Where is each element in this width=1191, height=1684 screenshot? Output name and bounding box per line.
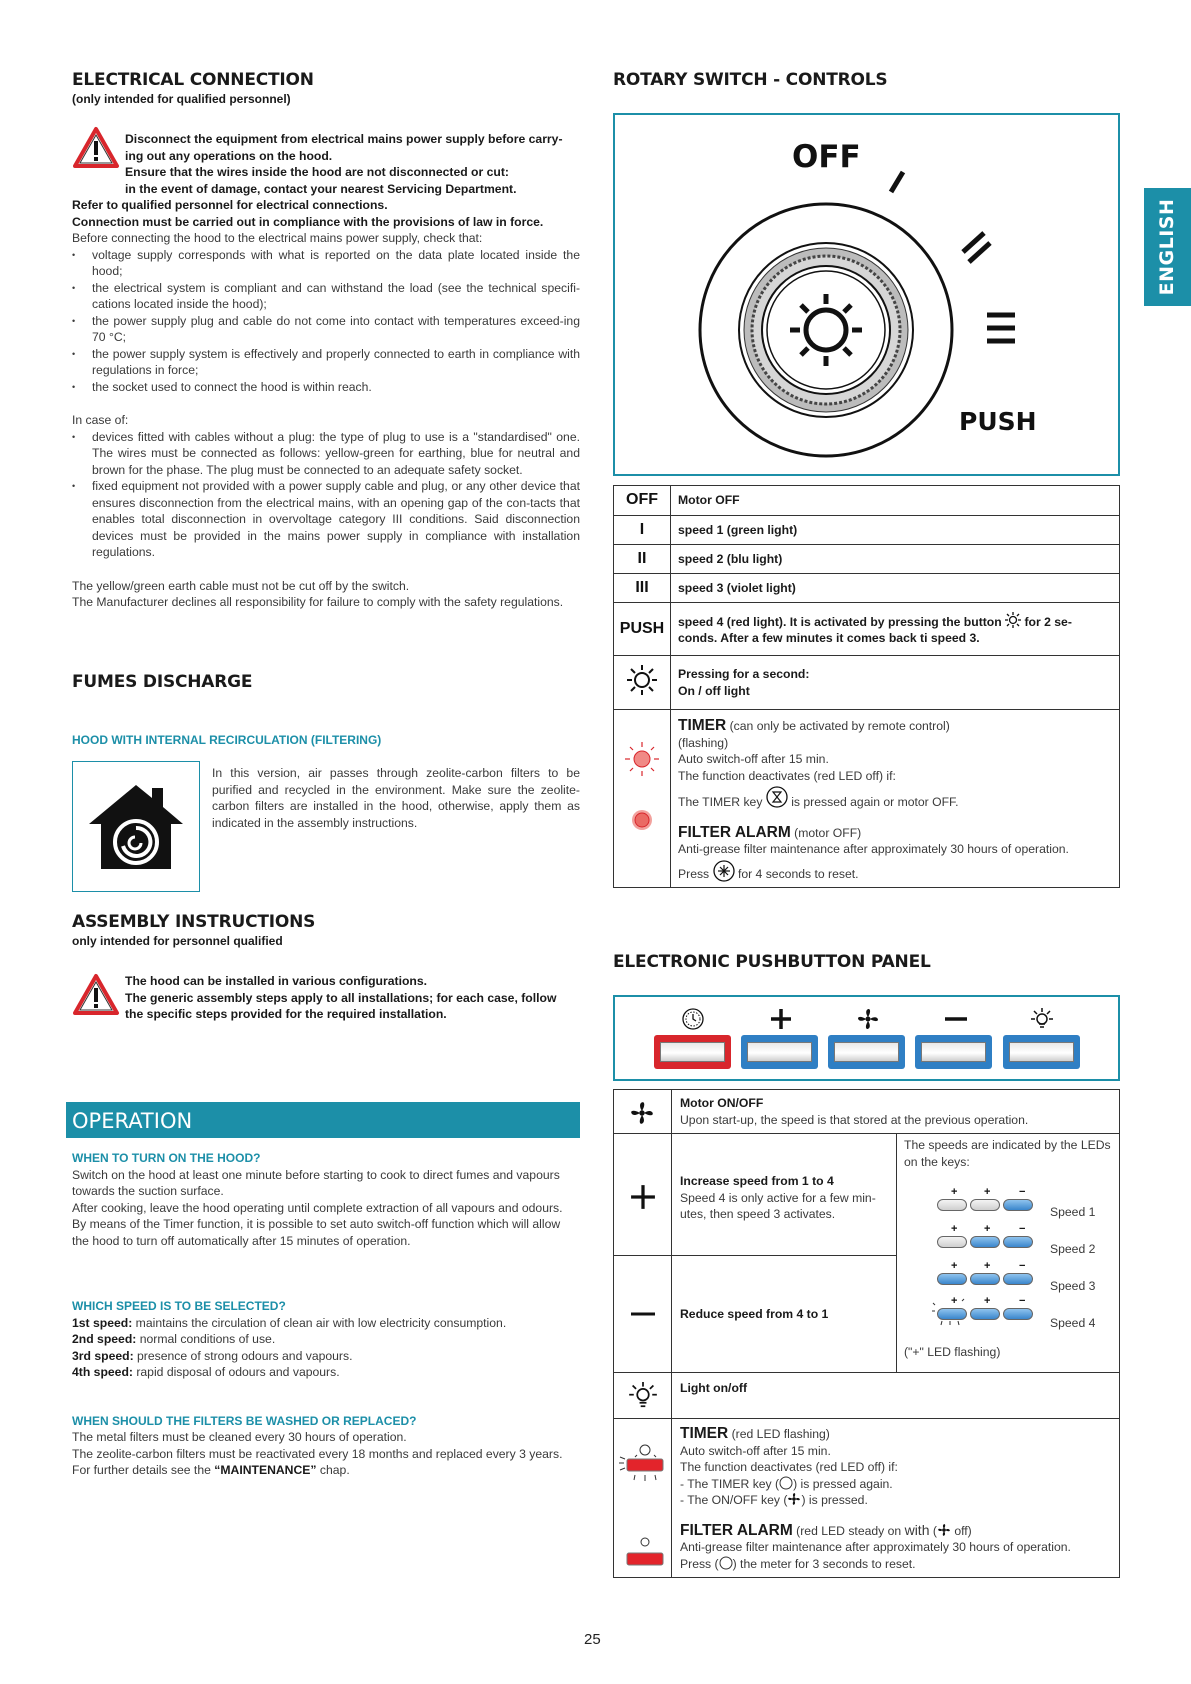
light-icon: [629, 1382, 657, 1412]
pushbutton-panel: [613, 995, 1120, 1081]
warning-icon: [72, 126, 120, 170]
list-item: • the power supply system is effectively and properly connected to earth in compliance with regulations in force;: [72, 346, 580, 379]
speed-2-leds: [937, 1233, 1036, 1250]
minus-icon: [944, 1007, 968, 1031]
list-item: • voltage supply corresponds with what is reported on the data plate located inside the hood;: [72, 247, 580, 280]
speed-3-leds: [937, 1270, 1036, 1287]
table-row: III speed 3 (violet light): [614, 574, 1120, 603]
speed-label: Speed 3: [1050, 1279, 1096, 1293]
light-icon: [625, 663, 659, 697]
timer-icon: [681, 1007, 705, 1031]
table-row: Pressing for a second: On / off light: [614, 656, 1120, 710]
fan-button[interactable]: [828, 1035, 905, 1069]
electrical-body: Refer to qualified personnel for electrical connections. Connection must be carried out in compliance with the provisions of law in force. Before connecting the hood to the electrical mains power supply, check that: • voltage supply corresponds with what is reported on the data plate located inside the hood; • the electrical system is compliant and can withstand the load (see the technical specifi-cations located inside the hood); • the power supply plug and cable do not come into contact with temperatures exceed-ing 70 °C; • the power supply system is effectively and properly connected to earth in compliance with regulations in force; • the socket used to connect the hood is within reach. In case of: • devices fitted with cables without a plug: the type of plug to use is a "standardised" one. The wires must be connected as follows: yellow-green for earthing, blue for neutral and brown for the phase. The plug must be connected to an adequate safety socket. • fixed equipment not provided with a power supply cable and plug, or any other device that ensures disconnection from the electrical mains, with an opening gap of the con-tacts that enables total disconnection in overvoltage category III conditions. Said disconnection devices must be provided in the mains power supply in compliance with installation regulations. The yellow/green earth cable must not be cut off by the switch. The Manufacturer declines all responsibility for failure to comply with the safety regulations.: [72, 197, 580, 611]
assembly-title: ASSEMBLY INSTRUCTIONS: [72, 912, 316, 932]
electrical-subtitle: (only intended for qualified personnel): [72, 92, 291, 106]
timer-button[interactable]: [654, 1035, 731, 1069]
rotary-knob: [615, 115, 1120, 476]
table-row: TIMER (can only be activated by remote control) (flashing) Auto switch-off after 15 min. The function deactivates (red LED off) if: The TIMER key is pressed again or motor OFF. FILTER ALARM (motor OFF) Anti-grease filter maintenance after approximately 30 hours of operation. Press for 4 seconds to reset.: [614, 710, 1120, 888]
fan-key-icon: [713, 860, 735, 882]
page-number: 25: [584, 1631, 601, 1648]
fan-icon: [937, 1523, 951, 1537]
panel-table: Motor ON/OFF Upon start-up, the speed is that stored at the previous operation. Increase speed from 1 to 4 Speed 4 is only active for a few min-utes, then speed 3 activates. Reduce speed from 4 to 1 The speeds are indicated by the LEDs on the keys: ("+" LED flashing) Light on/off TIMER (red LED flashing) Auto switch-off after 15 min. The function deactivates (red LED off) if: - The TIMER key ( ) is pressed again. - The ON/OFF key ( ) is pressed. FILTER ALARM (red LED steady on with ( off) Anti-grease filter maintenance after approximately 30 hours of operation. Press ( ) the meter for 3 seconds to reset.: [613, 1089, 1120, 1578]
light-button[interactable]: [1003, 1035, 1080, 1069]
list-item: • devices fitted with cables without a plug: the type of plug to use is a "standardised" one. The wires must be connected as follows: yellow-green for earthing, blue for neutral and brown for the phase. The plug must be connected to an adequate safety socket.: [72, 429, 580, 479]
recirculation-box: [72, 761, 200, 892]
operation-title: OPERATION: [72, 1109, 193, 1133]
light-icon: [1030, 1007, 1054, 1031]
push-label: PUSH: [959, 407, 1037, 436]
rotary-diagram: [613, 113, 1120, 476]
timer-led-flashing-icon: [620, 734, 664, 784]
light-icon: [1005, 612, 1021, 628]
list-item: • the power supply plug and cable do not come into contact with temperatures exceed-ing 70 °C;: [72, 313, 580, 346]
list-item: • the electrical system is compliant and can withstand the load (see the technical specifi-cations located inside the hood);: [72, 280, 580, 313]
table-row: OFF Motor OFF: [614, 486, 1120, 516]
rotary-table: [613, 485, 1120, 888]
table-row: II speed 2 (blu light): [614, 545, 1120, 574]
plus-icon: [769, 1007, 793, 1031]
operation-body: WHEN TO TURN ON THE HOOD? Switch on the hood at least one minute before starting to cook to direct fumes and vapours towards the suction surface. After cooking, leave the hood operating until complete extraction of all vapours and odours. By means of the Timer function, it is possible to set auto switch-off function which will allow the hood to turn off automatically after 15 minutes of operation. WHICH SPEED IS TO BE SELECTED? 1st speed: maintains the circulation of clean air with low electricity consumption. 2nd speed: normal conditions of use. 3rd speed: presence of strong odours and vapours. 4th speed: rapid disposal of odours and vapours. WHEN SHOULD THE FILTERS BE WASHED OR REPLACED? The metal filters must be cleaned every 30 hours of operation. The zeolite-carbon filters must be reactivated every 18 months and replaced every 3 years. For further details see the “MAINTENANCE” chap.: [72, 1151, 563, 1477]
speed-label: Speed 1: [1050, 1205, 1096, 1219]
rotary-title: ROTARY SWITCH - CONTROLS: [613, 70, 888, 90]
electrical-title: ELECTRICAL CONNECTION: [72, 70, 314, 90]
minus-button[interactable]: [915, 1035, 992, 1069]
plus-button[interactable]: [741, 1035, 818, 1069]
speed-1-leds: [937, 1196, 1036, 1213]
timer-key-icon: [766, 786, 788, 808]
timer-icon: [719, 1556, 733, 1570]
plus-icon: [630, 1184, 656, 1210]
recirculation-house-icon: [73, 762, 199, 891]
list-item: • fixed equipment not provided with a power supply cable and plug, or any other device that ensures disconnection from the electrical mains, with an opening gap of the con-tacts that enables total disconnection in overvoltage category III conditions. Said disconnection devices must be provided in the mains power supply in compliance with installation regulations.: [72, 478, 580, 561]
warning-icon: [72, 973, 120, 1017]
minus-icon: [630, 1309, 656, 1319]
fumes-subtitle: HOOD WITH INTERNAL RECIRCULATION (FILTERING): [72, 733, 382, 747]
fan-icon: [856, 1007, 880, 1031]
language-tab-label: ENGLISH: [1156, 198, 1178, 296]
flashing-marks: [932, 1296, 972, 1326]
filter-alarm-button-icon: [617, 1535, 667, 1571]
table-row: I speed 1 (green light): [614, 516, 1120, 545]
fan-icon: [629, 1100, 655, 1126]
filter-alarm-led-icon: [627, 805, 657, 835]
table-row: PUSH speed 4 (red light). It is activated by pressing the button for 2 se- conds. After a few minutes it comes back ti speed 3.: [614, 603, 1120, 656]
timer-icon: [779, 1476, 793, 1490]
timer-flashing-button-icon: [617, 1443, 667, 1485]
fumes-text: In this version, air passes through zeolite-carbon filters to be purified and recycled in the environment. Make sure the zeolite-carbon filters are installed in the hood, otherwise, apply them as indicated in the assembly instructions.: [212, 766, 580, 830]
assembly-warning: The hood can be installed in various configurations. The generic assembly steps apply to all installations; for each case, follow the specific steps provided for the required installation.: [125, 974, 557, 1021]
off-label: OFF: [792, 139, 861, 175]
panel-title: ELECTRONIC PUSHBUTTON PANEL: [613, 952, 931, 972]
speed-label: Speed 4: [1050, 1316, 1096, 1330]
speed-label: Speed 2: [1050, 1242, 1096, 1256]
fumes-title: FUMES DISCHARGE: [72, 672, 253, 692]
assembly-subtitle: only intended for personnel qualified: [72, 934, 283, 948]
electrical-warning: Disconnect the equipment from electrical mains power supply before carry- ing out any operations on the hood. Ensure that the wires inside the hood are not disconnected or cut: in the event of damage, contact your nearest Servicing Department.: [125, 132, 563, 196]
fan-icon: [787, 1492, 801, 1506]
list-item: • the socket used to connect the hood is within reach.: [72, 379, 580, 396]
